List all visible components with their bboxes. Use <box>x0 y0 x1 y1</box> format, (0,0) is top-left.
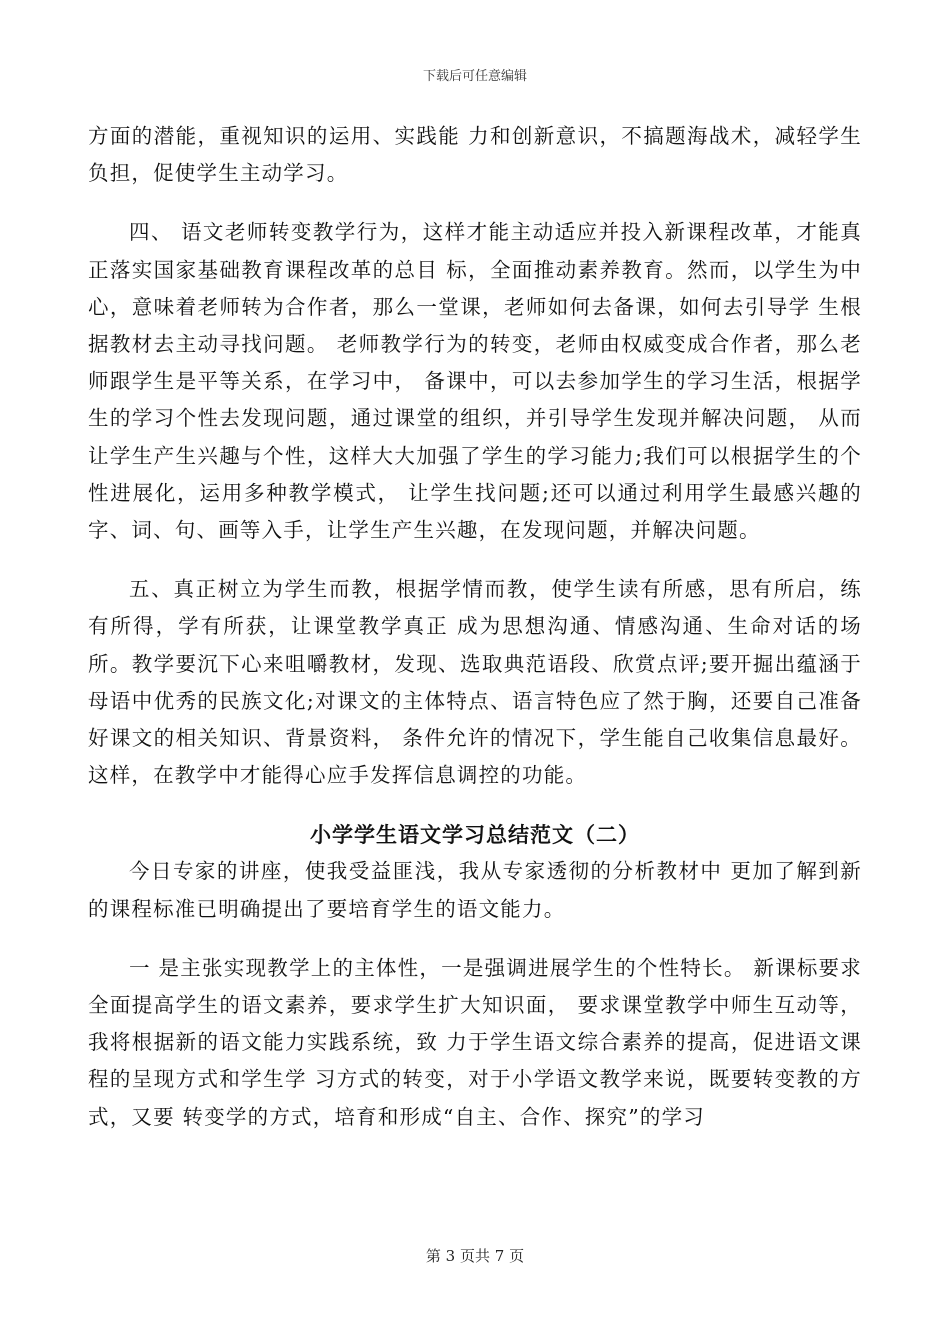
paragraph-continued: 方面的潜能，重视知识的运用、实践能 力和创新意识，不搞题海战术，减轻学生负担，促使学生主动学习。 <box>88 124 862 186</box>
paragraph-section-four: 四、 语文老师转变教学行为，这样才能主动适应并投入新课程改革，才能真正落实国家基础教育课程改革的总目 标，全面推动素养教育。然而，以学生为中心，意味着老师转为合作者，那么一堂课，老师如何去备课，如何去引导学 生根据教材去主动寻找问题。 老师教学行为的转变，老师由权威变成合作者，那么老师跟学生是平等关系，在学习中， 备课中，可以去参加学生的学习生活，根据学生的学习个性去发现问题，通过课堂的组织，并引导学生发现并解决问题， 从而让学生产生兴趣与个性，这样大大加强了学生的学习能力;我们可以根据学生的个性进展化，运用多种教学模式， 让学生找问题;还可以通过利用学生最感兴趣的字、词、句、画等入手，让学生产生兴趣，在发现问题，并解决问题。 <box>88 220 862 543</box>
page-number: 第 3 页共 7 页 <box>425 1247 525 1265</box>
section-title: 小学学生语文学习总结范文（二） <box>310 822 640 848</box>
paragraph-section-five: 五、真正树立为学生而教，根据学情而教，使学生读有所感，思有所启，练有所得，学有所获，让课堂教学真正 成为思想沟通、情感沟通、生命对话的场所。教学要沉下心来咀嚼教材，发现、选取典范语段、欣赏点评;要开掘出蕴涵于母语中优秀的民族文化;对课文的主体特点、语言特色应了然于胸，还要自己准备好课文的相关知识、背景资料， 条件允许的情况下，学生能自己收集信息最好。这样，在教学中才能得心应手发挥信息调控的功能。 <box>88 577 862 788</box>
paragraph-point-one: 一 是主张实现教学上的主体性，一是强调进展学生的个性特长。 新课标要求全面提高学生的语文素养，要求学生扩大知识面， 要求课堂教学中师生互动等，我将根据新的语文能力实践系统，致 力于学生语文综合素养的提高，促进语文课程的呈现方式和学生学 习方式的转变，对于小学语文教学来说，既要转变教的方式，又要 转变学的方式，培育和形成“自主、合作、探究”的学习 <box>88 955 862 1129</box>
page-header-note: 下载后可任意编辑 <box>422 69 527 84</box>
document-body <box>88 118 862 1136</box>
paragraph-intro: 今日专家的讲座，使我受益匪浅，我从专家透彻的分析教材中 更加了解到新的课程标准已明确提出了要培育学生的语文能力。 <box>88 859 862 921</box>
